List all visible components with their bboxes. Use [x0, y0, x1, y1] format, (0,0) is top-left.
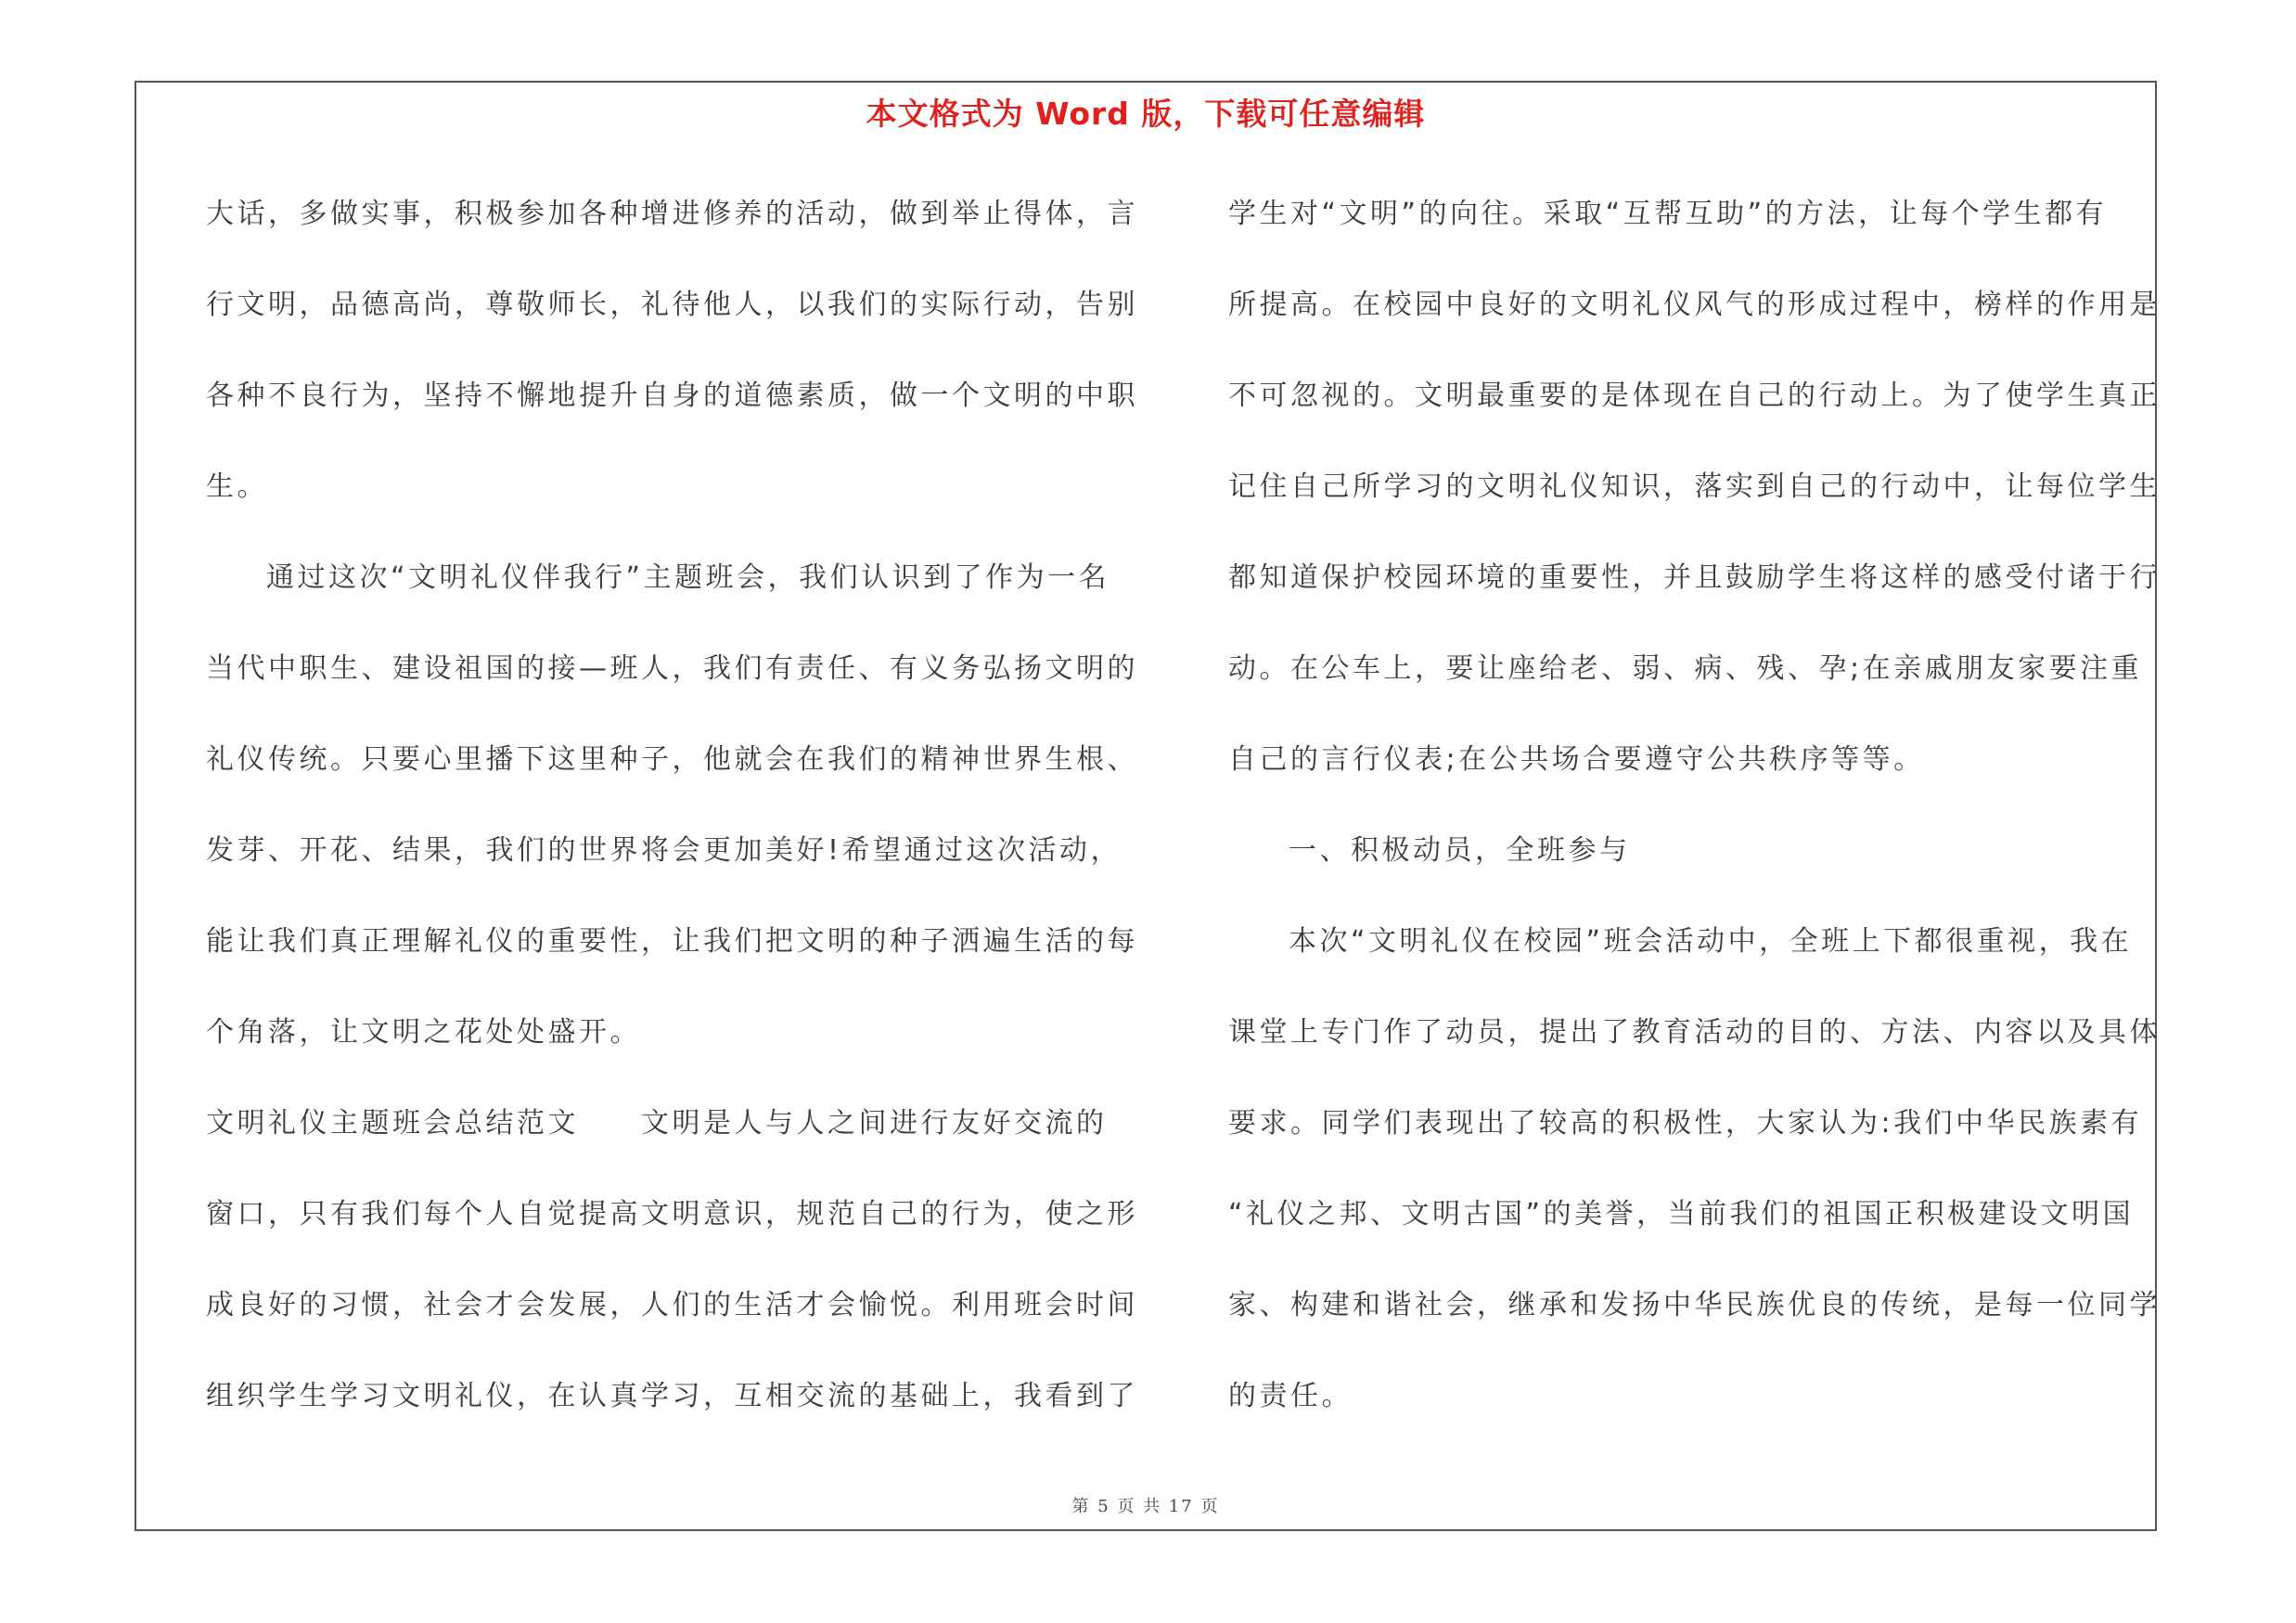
text-line: 生。 — [206, 470, 268, 503]
page-frame — [135, 81, 2161, 1531]
text-line: 大话，多做实事，积极参加各种增进修养的活动，做到举止得体，言 — [206, 198, 1138, 230]
text-line: 各种不良行为，坚持不懈地提升自身的道德素质，做一个文明的中职 — [206, 380, 1138, 412]
text-line: 当代中职生、建设祖国的接—班人，我们有责任、有义务弘扬文明的 — [206, 652, 1138, 685]
section-heading: 一、积极动员，全班参与 — [1289, 834, 1631, 867]
text-line: 所提高。在校园中良好的文明礼仪风气的形成过程中，榜样的作用是 — [1228, 289, 2161, 321]
text-line: 个角落，让文明之花处处盛开。 — [206, 1016, 641, 1049]
format-banner: 本文格式为 Word 版，下载可任意编辑 — [866, 96, 1426, 132]
text-line: 窗口，只有我们每个人自觉提高文明意识，规范自己的行为，使之形 — [206, 1198, 1138, 1230]
text-line: 家、构建和谐社会，继承和发扬中华民族优良的传统，是每一位同学 — [1228, 1289, 2161, 1321]
text-line: 行文明，品德高尚，尊敬师长，礼待他人，以我们的实际行动，告别 — [206, 289, 1138, 321]
right-column — [1228, 169, 2161, 1442]
text-line: 动。在公车上，要让座给老、弱、病、残、孕;在亲戚朋友家要注重 — [1228, 652, 2143, 685]
text-line: 要求。同学们表现出了较高的积极性，大家认为:我们中华民族素有 — [1228, 1107, 2143, 1140]
text-line: 成良好的习惯，社会才会发展，人们的生活才会愉悦。利用班会时间 — [206, 1289, 1138, 1321]
text-line: 课堂上专门作了动员，提出了教育活动的目的、方法、内容以及具体 — [1228, 1016, 2161, 1049]
text-line: 学生对“文明”的向往。采取“互帮互助”的方法，让每个学生都有 — [1228, 198, 2108, 230]
page-number-footer: 第 5 页 共 17 页 — [1071, 1497, 1220, 1516]
left-column — [206, 169, 1152, 1442]
text-line: “礼仪之邦、文明古国”的美誉，当前我们的祖国正积极建设文明国 — [1228, 1198, 2135, 1230]
text-line: 都知道保护校园环境的重要性，并且鼓励学生将这样的感受付诸于行 — [1228, 561, 2161, 594]
text-line: 礼仪传统。只要心里播下这里种子，他就会在我们的精神世界生根、 — [206, 743, 1138, 776]
text-line: 通过这次“文明礼仪伴我行”主题班会，我们认识到了作为一名 — [266, 561, 1110, 594]
text-line: 文明礼仪主题班会总结范文 文明是人与人之间进行友好交流的 — [206, 1107, 1108, 1140]
text-line: 组织学生学习文明礼仪，在认真学习，互相交流的基础上，我看到了 — [206, 1380, 1138, 1412]
text-line: 本次“文明礼仪在校园”班会活动中，全班上下都很重视，我在 — [1289, 925, 2133, 958]
text-line: 发芽、开花、结果，我们的世界将会更加美好!希望通过这次活动， — [206, 834, 1122, 867]
text-line: 不可忽视的。文明最重要的是体现在自己的行动上。为了使学生真正 — [1228, 380, 2161, 412]
text-line: 的责任。 — [1228, 1380, 1353, 1412]
text-line: 能让我们真正理解礼仪的重要性，让我们把文明的种子洒遍生活的每 — [206, 925, 1138, 958]
text-line: 记住自己所学习的文明礼仪知识，落实到自己的行动中，让每位学生 — [1228, 470, 2161, 503]
text-line: 自己的言行仪表;在公共场合要遵守公共秩序等等。 — [1228, 743, 1925, 776]
